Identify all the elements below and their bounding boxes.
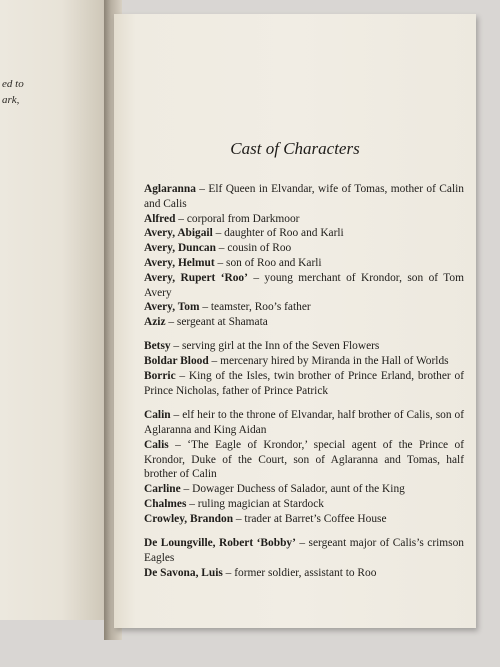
character-entry	[144, 300, 464, 315]
character-description: – King of the Isles, twin brother of Prince Erland, brother of Prince Nicholas, father of Prince Patrick	[144, 370, 464, 397]
character-name: Crowley, Brandon	[144, 512, 234, 525]
character-description: – ‘The Eagle of Krondor,’ special agent of the Prince of Krondor, Duke of the Court, son of Aglaranna and Tomas, half brother of Calin	[144, 438, 464, 481]
group-separator	[144, 399, 464, 409]
character-description: – son of Roo and Karli	[214, 256, 322, 269]
character-name: Calis	[144, 438, 169, 451]
character-description: – corporal from Darkmoor	[175, 212, 300, 225]
character-name: Avery, Abigail	[144, 227, 213, 240]
character-description: – sergeant at Shamata	[165, 316, 268, 329]
character-description: – mercenary hired by Miranda in the Hall of Worlds	[208, 355, 449, 368]
character-name: Avery, Helmut	[144, 256, 215, 269]
character-name: Avery, Duncan	[144, 242, 216, 255]
character-description: – teamster, Roo’s father	[199, 301, 311, 314]
character-description: – ruling magician at Stardock	[186, 497, 325, 510]
character-entry	[144, 241, 464, 256]
left-page	[0, 0, 112, 620]
right-page	[114, 14, 476, 628]
character-entry	[144, 536, 464, 566]
character-description: – Dowager Duchess of Salador, aunt of the King	[180, 483, 405, 496]
character-description: – elf heir to the throne of Elvandar, half brother of Calis, son of Aglaranna and King Aidan	[144, 409, 464, 436]
character-name: Alfred	[144, 212, 176, 225]
character-entry	[144, 497, 464, 512]
character-name: Boldar Blood	[144, 355, 209, 368]
character-entry	[144, 369, 464, 399]
character-entry	[144, 256, 464, 271]
character-name: Borric	[144, 370, 176, 383]
character-name: De Loungville, Robert ‘Bobby’	[144, 537, 296, 550]
character-entry	[144, 438, 464, 482]
character-entry	[144, 182, 464, 212]
character-entry	[144, 566, 464, 581]
character-name: Betsy	[144, 340, 171, 353]
left-page-text-fragment: ed to	[2, 78, 24, 90]
character-description: – young merchant of Krondor, son of Tom Avery	[144, 271, 464, 299]
character-name: Avery, Rupert ‘Roo’	[144, 271, 248, 284]
character-description: – trader at Barret’s Coffee House	[233, 512, 387, 525]
left-page-text-fragment: ark,	[2, 94, 20, 106]
character-entry	[144, 339, 464, 354]
character-entry	[144, 408, 464, 438]
page-title: Cast of Characters	[230, 139, 360, 158]
character-entry	[144, 226, 464, 241]
character-list	[144, 182, 464, 580]
character-description: – daughter of Roo and Karli	[212, 227, 344, 240]
character-description: – cousin of Roo	[215, 242, 292, 255]
character-description: – former soldier, assistant to Roo	[222, 566, 377, 579]
group-separator	[144, 527, 464, 537]
character-name: Carline	[144, 483, 181, 496]
character-description: – Elf Queen in Elvandar, wife of Tomas, mother of Calin and Calis	[144, 183, 464, 210]
character-name: De Savona, Luis	[144, 566, 223, 579]
character-name: Aglaranna	[144, 183, 196, 195]
character-entry	[144, 315, 464, 330]
group-separator	[144, 330, 464, 340]
character-description: – serving girl at the Inn of the Seven Flowers	[170, 340, 380, 353]
character-entry	[144, 482, 464, 497]
character-entry	[144, 271, 464, 301]
character-name: Aziz	[144, 316, 166, 329]
character-entry	[144, 212, 464, 227]
character-description: – sergeant major of Calis’s crimson Eagles	[144, 537, 464, 564]
character-entry	[144, 512, 464, 527]
character-name: Calin	[144, 409, 171, 422]
character-entry	[144, 354, 464, 369]
character-name: Chalmes	[144, 497, 187, 510]
character-name: Avery, Tom	[144, 301, 200, 314]
